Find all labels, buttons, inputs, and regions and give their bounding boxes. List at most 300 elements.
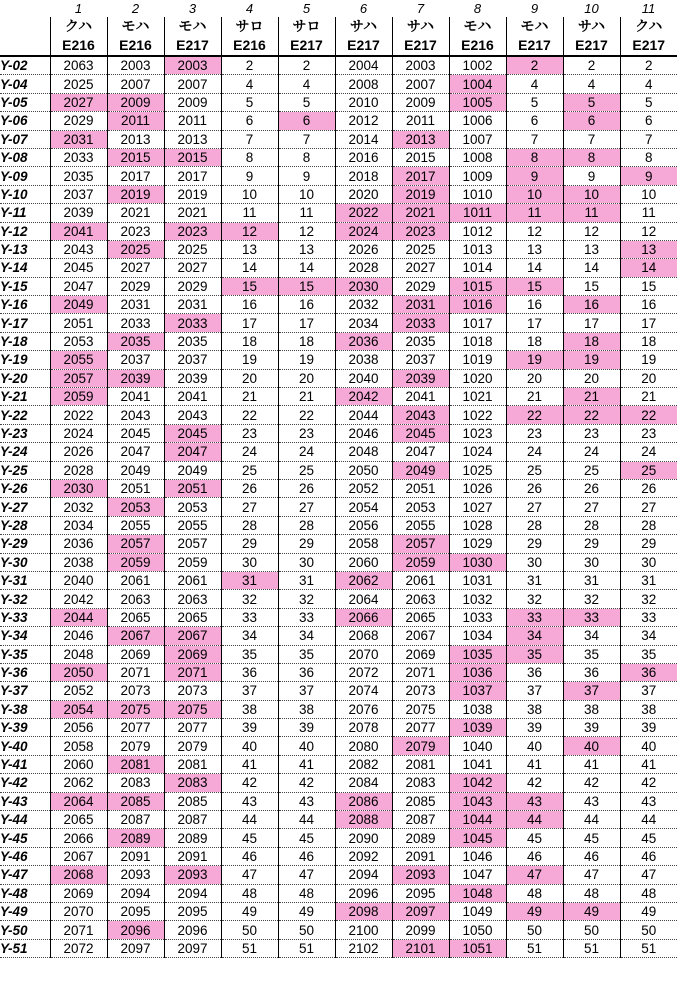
car-number-cell: 2015 [107, 148, 164, 166]
car-number-cell: 2019 [164, 185, 221, 203]
car-number-cell: 14 [278, 259, 335, 277]
formation-id-cell: Y-15 [0, 277, 50, 295]
table-row [0, 351, 677, 369]
car-number-cell: 28 [278, 516, 335, 534]
car-number-cell: 42 [563, 774, 620, 792]
formation-id-cell: Y-14 [0, 259, 50, 277]
formation-id-cell: Y-05 [0, 93, 50, 111]
car-number-cell: 43 [506, 792, 563, 810]
car-number-cell: 2075 [164, 700, 221, 718]
car-number-cell: 2078 [335, 719, 392, 737]
car-series-header: E217 [278, 35, 335, 56]
car-number-cell: 2037 [164, 351, 221, 369]
car-number-cell: 41 [506, 755, 563, 773]
car-number-cell: 1041 [449, 755, 506, 773]
car-number-cell: 1039 [449, 719, 506, 737]
car-number-cell: 2045 [164, 424, 221, 442]
car-number-cell: 2088 [335, 811, 392, 829]
car-number-cell: 2025 [50, 75, 107, 93]
car-number-cell: 2041 [50, 222, 107, 240]
car-number-cell: 2079 [392, 737, 449, 755]
car-number-cell: 2035 [107, 332, 164, 350]
car-number-cell: 2099 [392, 921, 449, 939]
car-number-cell: 2026 [50, 443, 107, 461]
car-series-header: E216 [449, 35, 506, 56]
car-number-cell: 42 [506, 774, 563, 792]
car-number-cell: 2038 [335, 351, 392, 369]
car-number-cell: 27 [506, 498, 563, 516]
car-number-cell: 18 [278, 332, 335, 350]
car-number-cell: 41 [620, 755, 677, 773]
car-number-cell: 2080 [335, 737, 392, 755]
car-number-cell: 2019 [107, 185, 164, 203]
car-number-cell: 35 [278, 645, 335, 663]
car-number-cell: 26 [620, 479, 677, 497]
car-number-cell: 2039 [392, 369, 449, 387]
car-number-cell: 2042 [335, 388, 392, 406]
car-number-cell: 5 [563, 93, 620, 111]
car-number-cell: 2070 [335, 645, 392, 663]
column-number-header: 10 [584, 1, 599, 16]
column-number-header: 2 [131, 1, 140, 16]
car-number-cell: 2022 [335, 204, 392, 222]
car-number-cell: 48 [278, 884, 335, 902]
car-number-cell: 2024 [50, 424, 107, 442]
table-row [0, 590, 677, 608]
car-number-cell: 2007 [107, 75, 164, 93]
car-number-cell: 2096 [107, 921, 164, 939]
car-number-cell: 38 [506, 700, 563, 718]
table-row [0, 921, 677, 939]
car-number-cell: 2014 [335, 130, 392, 148]
car-number-cell: 2013 [164, 130, 221, 148]
car-number-cell: 27 [563, 498, 620, 516]
car-number-cell: 2051 [164, 479, 221, 497]
car-number-cell: 2027 [164, 259, 221, 277]
car-number-cell: 24 [620, 443, 677, 461]
car-number-cell: 26 [563, 479, 620, 497]
car-series-header: E217 [392, 35, 449, 56]
car-number-cell: 2065 [107, 608, 164, 626]
car-number-cell: 23 [620, 424, 677, 442]
car-number-cell: 2059 [107, 553, 164, 571]
car-type-header: サハ [392, 17, 449, 35]
car-number-cell: 2044 [50, 608, 107, 626]
car-number-cell: 13 [221, 240, 278, 258]
car-number-cell: 2003 [164, 56, 221, 75]
car-number-cell: 2090 [335, 829, 392, 847]
car-type-header: モハ [107, 17, 164, 35]
car-number-cell: 2076 [335, 700, 392, 718]
formation-id-cell: Y-20 [0, 369, 50, 387]
car-number-cell: 2053 [164, 498, 221, 516]
car-number-cell: 20 [278, 369, 335, 387]
formation-id-cell: Y-41 [0, 755, 50, 773]
car-number-cell: 2015 [164, 148, 221, 166]
car-number-cell: 2093 [107, 866, 164, 884]
car-number-cell: 2021 [392, 204, 449, 222]
car-number-cell: 2051 [107, 479, 164, 497]
car-number-cell: 2057 [50, 369, 107, 387]
car-number-cell: 2069 [164, 645, 221, 663]
formation-id-cell: Y-12 [0, 222, 50, 240]
car-number-cell: 15 [278, 277, 335, 295]
car-number-cell: 37 [563, 682, 620, 700]
car-number-cell: 2038 [50, 553, 107, 571]
table-row [0, 277, 677, 295]
car-number-cell: 18 [620, 332, 677, 350]
table-row [0, 332, 677, 350]
car-number-cell: 2085 [107, 792, 164, 810]
car-number-cell: 26 [506, 479, 563, 497]
car-number-cell: 32 [506, 590, 563, 608]
table-row [0, 571, 677, 589]
car-number-cell: 17 [620, 314, 677, 332]
car-series-header: E217 [335, 35, 392, 56]
car-number-cell: 2029 [50, 112, 107, 130]
car-number-cell: 21 [506, 388, 563, 406]
car-number-cell: 2047 [392, 443, 449, 461]
car-number-cell: 2061 [164, 571, 221, 589]
car-number-cell: 2058 [50, 737, 107, 755]
car-number-cell: 50 [506, 921, 563, 939]
car-number-cell: 2063 [164, 590, 221, 608]
car-number-cell: 2021 [164, 204, 221, 222]
car-number-cell: 2077 [107, 719, 164, 737]
car-number-cell: 2094 [335, 866, 392, 884]
car-number-cell: 2067 [50, 847, 107, 865]
car-number-cell: 2045 [392, 424, 449, 442]
car-number-cell: 2035 [50, 167, 107, 185]
car-number-cell: 2049 [392, 461, 449, 479]
car-number-cell: 5 [506, 93, 563, 111]
car-number-cell: 51 [620, 939, 677, 957]
car-number-cell: 8 [563, 148, 620, 166]
car-number-cell: 2094 [164, 884, 221, 902]
car-number-cell: 7 [278, 130, 335, 148]
car-number-cell: 14 [620, 259, 677, 277]
formation-id-cell: Y-09 [0, 167, 50, 185]
car-number-cell: 22 [221, 406, 278, 424]
car-number-cell: 2051 [50, 314, 107, 332]
car-number-cell: 7 [506, 130, 563, 148]
car-number-cell: 12 [563, 222, 620, 240]
table-row [0, 56, 677, 75]
car-number-cell: 2097 [107, 939, 164, 957]
table-row [0, 498, 677, 516]
car-number-cell: 2084 [335, 774, 392, 792]
formation-id-cell: Y-31 [0, 571, 50, 589]
car-number-cell: 25 [278, 461, 335, 479]
car-number-cell: 2 [221, 56, 278, 75]
car-number-cell: 2071 [107, 663, 164, 681]
car-number-cell: 30 [563, 553, 620, 571]
car-number-cell: 18 [506, 332, 563, 350]
car-number-cell: 10 [278, 185, 335, 203]
car-number-cell: 2064 [50, 792, 107, 810]
car-number-cell: 2042 [50, 590, 107, 608]
car-series-header: E217 [506, 35, 563, 56]
column-number-header: 9 [530, 1, 539, 16]
car-number-cell: 17 [506, 314, 563, 332]
car-number-cell: 2072 [335, 663, 392, 681]
car-number-cell: 2059 [164, 553, 221, 571]
car-number-cell: 2031 [164, 296, 221, 314]
car-number-cell: 2070 [50, 902, 107, 920]
car-number-cell: 1014 [449, 259, 506, 277]
car-number-cell: 36 [563, 663, 620, 681]
car-number-cell: 2041 [392, 388, 449, 406]
car-number-cell: 2039 [107, 369, 164, 387]
formation-id-cell: Y-45 [0, 829, 50, 847]
car-number-cell: 2063 [107, 590, 164, 608]
car-number-cell: 2049 [107, 461, 164, 479]
car-number-cell: 35 [506, 645, 563, 663]
car-number-cell: 2044 [335, 406, 392, 424]
car-number-cell: 2093 [392, 866, 449, 884]
car-number-cell: 23 [221, 424, 278, 442]
car-number-cell: 2097 [164, 939, 221, 957]
car-number-cell: 51 [221, 939, 278, 957]
car-number-cell: 2075 [107, 700, 164, 718]
car-number-cell: 2022 [50, 406, 107, 424]
car-number-cell: 2073 [107, 682, 164, 700]
formation-id-cell: Y-47 [0, 866, 50, 884]
car-number-cell: 2041 [107, 388, 164, 406]
car-number-cell: 2066 [335, 608, 392, 626]
car-number-cell: 2015 [392, 148, 449, 166]
car-number-cell: 29 [506, 535, 563, 553]
car-number-cell: 23 [506, 424, 563, 442]
car-number-cell: 44 [563, 811, 620, 829]
car-number-cell: 1005 [449, 93, 506, 111]
car-number-cell: 2055 [164, 516, 221, 534]
car-number-cell: 2077 [164, 719, 221, 737]
car-type-row [0, 17, 677, 35]
car-number-cell: 1021 [449, 388, 506, 406]
car-number-cell: 2031 [107, 296, 164, 314]
car-number-cell: 17 [221, 314, 278, 332]
car-number-cell: 2049 [164, 461, 221, 479]
car-number-cell: 2095 [107, 902, 164, 920]
car-number-cell: 32 [221, 590, 278, 608]
car-number-cell: 1011 [449, 204, 506, 222]
car-number-cell: 13 [563, 240, 620, 258]
table-row [0, 700, 677, 718]
car-number-cell: 2023 [392, 222, 449, 240]
formation-id-cell: Y-46 [0, 847, 50, 865]
car-number-cell: 2061 [107, 571, 164, 589]
car-number-cell: 1034 [449, 627, 506, 645]
car-number-cell: 25 [506, 461, 563, 479]
car-number-cell: 38 [278, 700, 335, 718]
car-number-cell: 13 [506, 240, 563, 258]
car-number-cell: 2004 [335, 56, 392, 75]
car-number-cell: 2055 [50, 351, 107, 369]
car-number-cell: 21 [620, 388, 677, 406]
car-number-cell: 14 [506, 259, 563, 277]
table-row [0, 811, 677, 829]
formation-id-cell: Y-18 [0, 332, 50, 350]
car-number-cell: 2011 [164, 112, 221, 130]
car-number-cell: 2055 [107, 516, 164, 534]
car-number-cell: 16 [278, 296, 335, 314]
car-number-cell: 2043 [392, 406, 449, 424]
car-number-cell: 2045 [107, 424, 164, 442]
formation-id-cell: Y-30 [0, 553, 50, 571]
car-number-cell: 2049 [50, 296, 107, 314]
car-series-header: E217 [164, 35, 221, 56]
table-row [0, 535, 677, 553]
car-number-cell: 2009 [164, 93, 221, 111]
formation-id-cell: Y-32 [0, 590, 50, 608]
car-number-cell: 16 [506, 296, 563, 314]
car-number-cell: 1030 [449, 553, 506, 571]
formation-id-cell: Y-27 [0, 498, 50, 516]
car-number-cell: 1025 [449, 461, 506, 479]
car-number-cell: 2098 [335, 902, 392, 920]
car-number-cell: 4 [221, 75, 278, 93]
car-number-cell: 28 [563, 516, 620, 534]
car-number-cell: 24 [563, 443, 620, 461]
car-number-cell: 38 [221, 700, 278, 718]
formation-id-cell: Y-19 [0, 351, 50, 369]
car-number-cell: 19 [620, 351, 677, 369]
car-number-cell: 2032 [50, 498, 107, 516]
car-number-cell: 2 [506, 56, 563, 75]
table-row [0, 627, 677, 645]
car-number-cell: 9 [221, 167, 278, 185]
car-number-cell: 29 [221, 535, 278, 553]
car-number-cell: 1049 [449, 902, 506, 920]
car-number-cell: 2033 [164, 314, 221, 332]
table-row [0, 204, 677, 222]
car-number-cell: 2031 [50, 130, 107, 148]
car-number-cell: 1010 [449, 185, 506, 203]
car-number-cell: 11 [563, 204, 620, 222]
car-number-cell: 2069 [107, 645, 164, 663]
car-number-cell: 2025 [107, 240, 164, 258]
column-number-row [0, 0, 677, 17]
car-number-cell: 2048 [335, 443, 392, 461]
formation-id-cell: Y-35 [0, 645, 50, 663]
table-row [0, 755, 677, 773]
car-number-cell: 2058 [335, 535, 392, 553]
table-row [0, 479, 677, 497]
car-number-cell: 2021 [107, 204, 164, 222]
car-number-cell: 36 [506, 663, 563, 681]
car-number-cell: 1038 [449, 700, 506, 718]
car-number-cell: 48 [221, 884, 278, 902]
car-number-cell: 19 [221, 351, 278, 369]
car-number-cell: 20 [506, 369, 563, 387]
car-number-cell: 2095 [392, 884, 449, 902]
car-number-cell: 46 [278, 847, 335, 865]
car-number-cell: 2013 [392, 130, 449, 148]
formation-id-cell: Y-08 [0, 148, 50, 166]
car-number-cell: 34 [221, 627, 278, 645]
table-row [0, 424, 677, 442]
table-row [0, 663, 677, 681]
column-number-header: 11 [641, 1, 656, 16]
car-number-cell: 2087 [164, 811, 221, 829]
car-number-cell: 2073 [392, 682, 449, 700]
car-number-cell: 33 [563, 608, 620, 626]
car-number-cell: 29 [620, 535, 677, 553]
car-type-header: サロ [278, 17, 335, 35]
table-row [0, 645, 677, 663]
car-number-cell: 40 [563, 737, 620, 755]
table-row [0, 222, 677, 240]
car-number-cell: 29 [563, 535, 620, 553]
car-number-cell: 2052 [50, 682, 107, 700]
car-number-cell: 1036 [449, 663, 506, 681]
car-number-cell: 42 [221, 774, 278, 792]
car-number-cell: 11 [221, 204, 278, 222]
car-number-cell: 39 [278, 719, 335, 737]
table-row [0, 406, 677, 424]
column-number-header: 6 [359, 1, 368, 16]
formation-id-cell: Y-21 [0, 388, 50, 406]
formation-id-cell: Y-07 [0, 130, 50, 148]
car-number-cell: 20 [563, 369, 620, 387]
table-row [0, 443, 677, 461]
car-number-cell: 46 [620, 847, 677, 865]
car-number-cell: 10 [620, 185, 677, 203]
table-row [0, 93, 677, 111]
car-number-cell: 1016 [449, 296, 506, 314]
car-number-cell: 2089 [107, 829, 164, 847]
formation-id-cell: Y-26 [0, 479, 50, 497]
car-number-cell: 2029 [164, 277, 221, 295]
car-number-cell: 43 [563, 792, 620, 810]
header-corner-cell [0, 35, 50, 56]
car-number-cell: 2057 [107, 535, 164, 553]
table-row [0, 902, 677, 920]
car-number-cell: 2100 [335, 921, 392, 939]
car-number-cell: 2017 [107, 167, 164, 185]
car-number-cell: 30 [221, 553, 278, 571]
car-number-cell: 2016 [335, 148, 392, 166]
car-number-cell: 7 [221, 130, 278, 148]
formation-id-cell: Y-17 [0, 314, 50, 332]
car-number-cell: 1017 [449, 314, 506, 332]
car-number-cell: 45 [221, 829, 278, 847]
formation-id-cell: Y-44 [0, 811, 50, 829]
car-number-cell: 2065 [164, 608, 221, 626]
car-number-cell: 4 [506, 75, 563, 93]
car-number-cell: 2085 [164, 792, 221, 810]
table-row [0, 737, 677, 755]
car-type-header: サハ [335, 17, 392, 35]
car-number-cell: 2054 [335, 498, 392, 516]
car-number-cell: 2101 [392, 939, 449, 957]
car-number-cell: 44 [221, 811, 278, 829]
car-number-cell: 31 [506, 571, 563, 589]
car-number-cell: 11 [620, 204, 677, 222]
car-number-cell: 2077 [392, 719, 449, 737]
car-number-cell: 47 [563, 866, 620, 884]
car-number-cell: 1023 [449, 424, 506, 442]
car-number-cell: 25 [221, 461, 278, 479]
car-number-cell: 1022 [449, 406, 506, 424]
car-number-cell: 2063 [50, 56, 107, 75]
table-row [0, 608, 677, 626]
car-number-cell: 2083 [164, 774, 221, 792]
car-number-cell: 2043 [107, 406, 164, 424]
car-number-cell: 1037 [449, 682, 506, 700]
car-number-cell: 21 [278, 388, 335, 406]
